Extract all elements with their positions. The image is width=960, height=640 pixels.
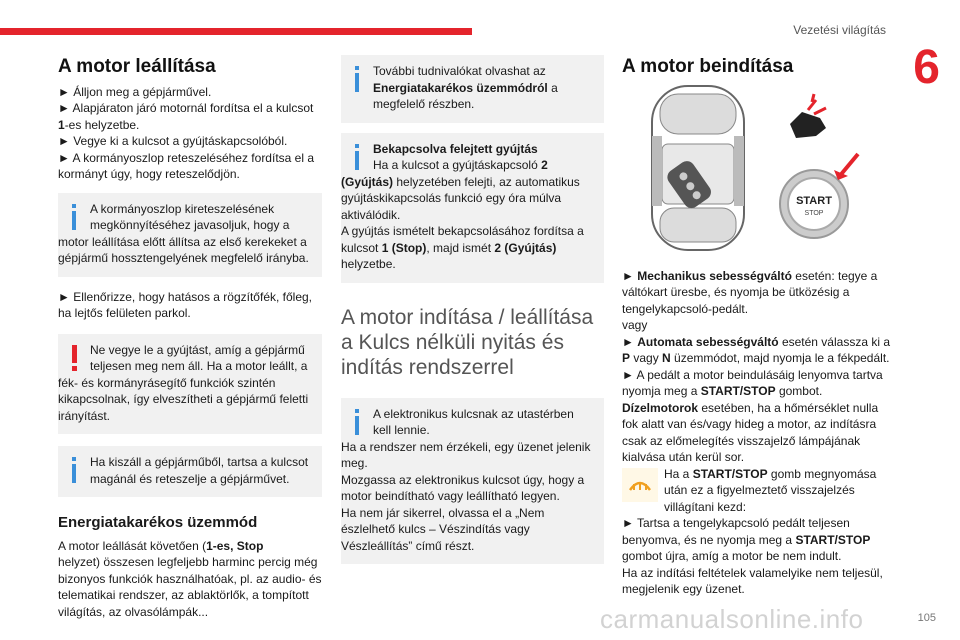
diesel-note: Dízelmotorok esetében, ha a hőmérséklet nulla fok alatt van és/vagy hideg a motor, az indításra csak az előmelegítés visszajelző lámpájának kialvása után kerül sor. xyxy=(622,400,879,464)
warning-exclamation-icon xyxy=(64,345,86,371)
step: ► A pedált a motor beindulásáig lenyomva tartva nyomja meg a START/STOP gombot. xyxy=(622,367,883,398)
start-stop-illustration xyxy=(622,84,890,254)
car-and-button-illustration xyxy=(622,84,890,254)
glow-plug-warning: Ha a START/STOP gomb megnyomása után ez a figyelmeztető visszajelzés villágítani kezd: xyxy=(622,466,892,516)
step: ► Álljon meg a gépjárművel. xyxy=(58,84,212,99)
step: ► Automata sebességváltó esetén válassza ki a P vagy N üzemmódot, majd nyomja le a fékpedált. xyxy=(622,334,891,365)
top-accent-bar xyxy=(0,28,472,35)
step: ► Mechanikus sebességváltó esetén: tegye a váltókart üresbe, és nyomja be ütközésig a tengelykapcsoló-pedált. xyxy=(622,268,878,316)
column-middle xyxy=(341,55,604,574)
hand-press-icon xyxy=(790,94,826,138)
section-title: A motor indítása / leállítása a Kulcs nélküli nyitás és indítás rendszerrel xyxy=(341,305,594,379)
column-left xyxy=(58,55,322,620)
info-note: További tudnivalókat olvashat az Energiatakarékos üzemmódról a megfelelő részben. xyxy=(341,55,604,123)
warning-note: Ne vegye le a gyújtást, amíg a gépjármű teljesen meg nem áll. Ha a motor leállt, a fék- és kormányrásegítő funkciók szintén kikapcsolnak, így elveszítheti a gépjármű feletti irányítást. xyxy=(58,334,322,435)
info-icon xyxy=(347,66,369,92)
glow-plug-icon xyxy=(622,468,658,502)
info-icon xyxy=(64,204,86,230)
chapter-number: 6 xyxy=(913,41,940,94)
step: ► Tartsa a tengelykapcsoló pedált teljesen benyomva, és ne nyomja meg a START/STOP gombot újra, amíg a motor be nem indult. xyxy=(622,516,871,563)
section-title: A motor beindítása xyxy=(622,56,794,77)
info-icon xyxy=(347,409,369,435)
info-note: A elektronikus kulcsnak az utastérben kell lennie. Ha a rendszer nem érzékeli, egy üzenet jelenik meg. Mozgassa az elektronikus kulcsot úgy, hogy a motor beindítható vagy leállítható legyen. Ha nem jár sikerrel, olvassa el a „Nem észlelhető kulcs – Vészindítás vagy Vészleállítás” című részt. xyxy=(341,398,604,565)
watermark: carmanualsonline.info xyxy=(600,604,864,634)
page-number: 105 xyxy=(917,612,936,624)
step: ► Alapjáraton járó motornál fordítsa el a kulcsot 1-es helyzetbe. xyxy=(58,101,314,132)
eco-text: A motor leállását követően (1-es, Stop helyzet) összesen legfeljebb harminc percig még bizonyos funkciók használhatóak, pl. az audio- és telematikai rendszer, az ablaktörlők, a tompított világítás, az olvasólámpák... xyxy=(58,538,322,619)
svg-text:STOP: STOP xyxy=(804,209,824,217)
info-note: A kormányoszlop kireteszelésének megkönnyítéséhez javasoljuk, hogy a motor leállítása előtt állítsa az első kerekeket a gépjármű hossztengelyének megfelelő irányba. xyxy=(58,193,322,277)
info-note: Bekapcsolva felejtett gyújtás Ha a kulcsot a gyújtáskapcsoló 2 (Gyújtás) helyzetében felejti, az automatikus gyújtáskikapcsolás funkció egy óra múlva aktiválódik. A gyújtás ismételt bekapcsolásához fordítsa a kulcsot 1 (Stop), majd ismét 2 (Gyújtás) helyzetbe. xyxy=(341,133,604,283)
column-right: A motor beindítása START STOP ► Mechanikus sebességváltó esetén: tegye a váltókart üresbe, és nyomja be ütközésig a tengelykapcsoló-pedált. vagy ► Automata sebességváltó esetén válassza ki a P vagy N üzemmódot, majd nyomja le a fékpedált. ► A pedált a motor beindulásáig lenyomva tartva nyomja meg a START/STOP gombot. Dízelmotorok esetében, ha a hőmérséklet nulla fok alatt van és/vagy hideg a motor, az indításra csak az előmelegítés visszajelző lámpájának kialvása után kerül sor. Ha a START/STOP gomb megnyomása után ez a figyelmeztető visszajelzés villágítani kezd: ► Tartsa a tengelykapcsoló pedált teljesen benyomva, és ne nyomja meg a START/STOP gombot újra, amíg a motor be nem indult. Ha az indítási feltételek valamelyike nem teljesül, megjelenik egy üzenet. xyxy=(622,56,891,596)
info-note: Ha kiszáll a gépjárműből, tartsa a kulcsot magánál és reteszelje a gépjárművet. xyxy=(58,446,322,497)
step: ► A kormányoszlop reteszeléséhez fordítsa el a kormányt úgy, hogy reteszelődjön. xyxy=(58,150,315,181)
running-head: Vezetési világítás xyxy=(793,23,886,37)
parking-text: ► Ellenőrizze, hogy hatásos a rögzítőfék, főleg, ha lejtős felületen parkol. xyxy=(58,289,313,320)
info-icon xyxy=(347,144,369,170)
section-title: A motor leállítása xyxy=(58,56,216,77)
svg-text:START: START xyxy=(796,194,832,207)
subsection-title: Energiatakarékos üzemmód xyxy=(58,514,258,531)
info-icon xyxy=(64,457,86,483)
step: ► Vegye ki a kulcsot a gyújtáskapcsolóból. xyxy=(58,134,288,148)
